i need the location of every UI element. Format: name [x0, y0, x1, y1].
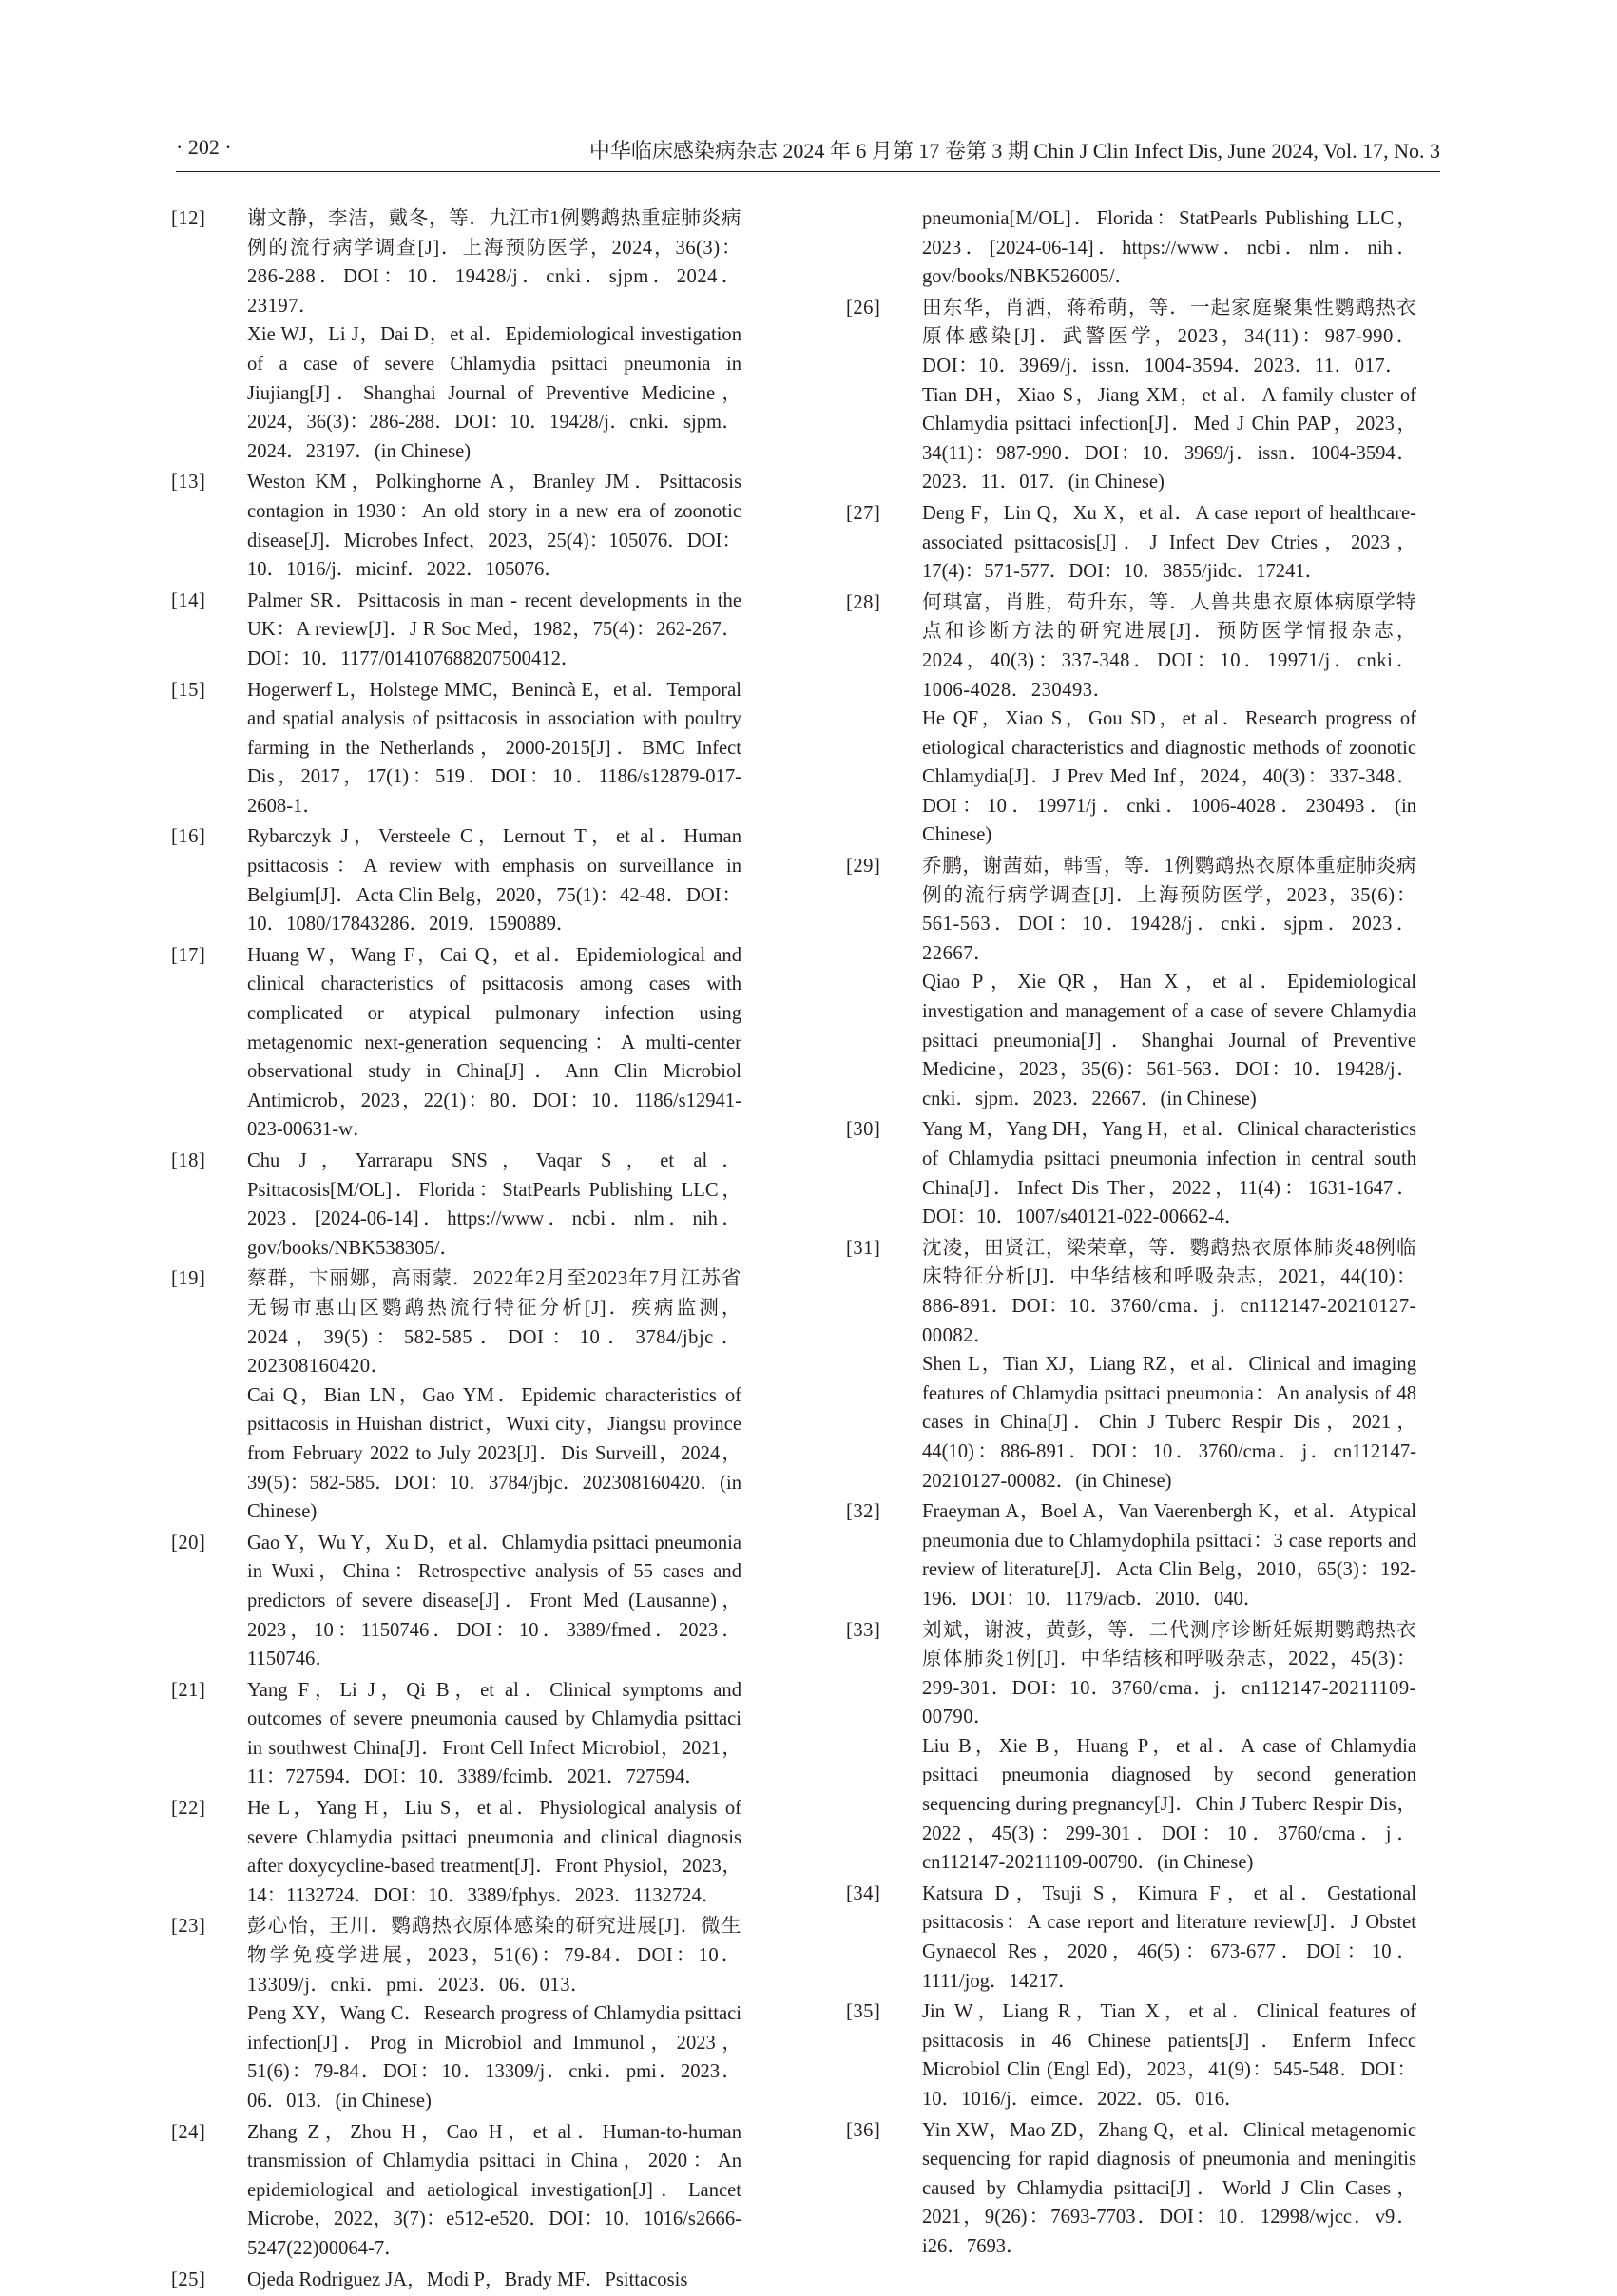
reference-number: [18] — [171, 1150, 206, 1171]
reference-item — [846, 294, 1416, 497]
reference-text-chinese: 谢文静，李洁，戴冬，等．九江市1例鹦鹉热重症肺炎病例的流行病学调查[J]．上海预防医学，2024，36(3)：286-288．DOI：10．19428/j．cnki．sjpm．2024．23197． — [247, 208, 741, 317]
reference-item — [846, 588, 1416, 850]
reference-text-english: Zhang Z，Zhou H，Cao H，et al．Human-to-human transmission of Chlamydia psittaci in China，2020：An epidemiological and aetiological investigation[J]．Lancet Microbe，2022，3(7)：e512-e520．DOI：10．1016/s2666-5247(22)00064-7． — [247, 2121, 741, 2259]
reference-item — [171, 1912, 741, 2115]
reference-number: [12] — [171, 208, 206, 229]
reference-text-chinese: 田东华，肖洒，蒋希萌，等．一起家庭聚集性鹦鹉热衣原体感染[J]．武警医学，2023，34(11)：987-990．DOI：10．3969/j．issn．1004-3594．2023．11．017． — [922, 297, 1416, 376]
reference-text-english: Liu B，Xie B，Huang P，et al．A case of Chlamydia psittaci pneumonia diagnosed by second generation sequencing during pregnancy[J]．Chin J Tuberc Respir Dis，2022，45(3)：299-301．DOI：10．3760/cma．j．cn112147-20211109-00790．(in Chinese) — [922, 1735, 1416, 1874]
reference-text-chinese: 乔鹏，谢茜茹，韩雪，等．1例鹦鹉热衣原体重症肺炎病例的流行病学调查[J]．上海预防医学，2023，35(6)：561-563．DOI：10．19428/j．cnki．sjpm．2023．22667． — [922, 856, 1416, 964]
reference-item — [846, 2116, 1416, 2262]
reference-text-english: Chu J，Yarrarapu SNS，Vaqar S，et al．Psittacosis[M/OL]．Florida：StatPearls Publishing LLC，2023．[2024-06-14]．https://www．ncbi．nlm．nih．gov/books/NBK538305/． — [247, 1150, 741, 1259]
reference-text-english: Fraeyman A，Boel A，Van Vaerenbergh K，et al．Atypical pneumonia due to Chlamydophila psittaci：3 case reports and review of literature[J]．Acta Clin Belg，2010，65(3)：192-196．DOI：10．1179/acb．2010．040． — [922, 1501, 1416, 1610]
reference-number: [33] — [846, 1619, 881, 1641]
reference-text-english: Deng F，Lin Q，Xu X，et al．A case report of healthcare-associated psittacosis[J]．J Infect Dev Ctries，2023，17(4)：571-577．DOI：10．3855/jidc．17241． — [922, 502, 1416, 583]
reference-number: [14] — [171, 589, 206, 611]
reference-text-english: Shen L，Tian XJ，Liang RZ，et al．Clinical and imaging features of Chlamydia psittaci pneumonia：An analysis of 48 cases in China[J]．Chin J Tuberc Respir Dis，2021，44(10)：886-891．DOI：10．3760/cma．j．cn112147-20210127-00082．(in Chinese) — [922, 1354, 1416, 1492]
reference-number: [17] — [171, 944, 206, 966]
reference-number: [32] — [846, 1501, 881, 1523]
reference-text-english: Tian DH，Xiao S，Jiang XM，et al．A family cluster of Chlamydia psittaci infection[J]．Med J Chin PAP，2023，34(11)：987-990．DOI：10．3969/j．issn．1004-3594．2023．11．017．(in Chinese) — [922, 384, 1416, 493]
reference-number: [21] — [171, 1679, 206, 1701]
reference-item — [171, 2266, 741, 2295]
reference-number: [34] — [846, 1882, 881, 1904]
reference-item — [846, 499, 1416, 587]
reference-number: [22] — [171, 1798, 206, 1820]
reference-item — [846, 1497, 1416, 1613]
reference-text-english: Peng XY，Wang C．Research progress of Chlamydia psittaci infection[J]．Prog in Microbiol and Immunol，2023，51(6)：79-84．DOI：10．13309/j．cnki．pmi．2023．06．013．(in Chinese) — [247, 2003, 741, 2112]
reference-number: [26] — [846, 297, 881, 318]
reference-item — [171, 1794, 741, 1910]
reference-number: [23] — [171, 1916, 206, 1938]
reference-text-chinese: 沈凌，田贤江，梁荣章，等．鹦鹉热衣原体肺炎48例临床特征分析[J]．中华结核和呼吸杂志，2021，44(10)：886-891．DOI：10．3760/cma．j．cn112147-20210127-00082． — [922, 1237, 1416, 1346]
reference-text-chinese: 蔡群，卞丽娜，高雨蒙．2022年2月至2023年7月江苏省无锡市惠山区鹦鹉热流行特征分析[J]．疾病监测，2024，39(5)：582-585．DOI：10．3784/jbjc．202308160420． — [247, 1268, 741, 1378]
reference-number: [31] — [846, 1237, 881, 1259]
reference-number: [13] — [171, 472, 206, 493]
reference-item — [846, 852, 1416, 1113]
reference-number: [35] — [846, 2001, 881, 2023]
reference-item — [171, 1264, 741, 1526]
reference-item — [846, 1616, 1416, 1878]
reference-text-english: Palmer SR．Psittacosis in man - recent developments in the UK：A review[J]．J R Soc Med，1982，75(4)：262-267．DOI：10．1177/014107688207500412． — [247, 589, 741, 669]
journal-running-title: 中华临床感染病杂志 2024 年 6 月第 17 卷第 3 期 Chin J Clin Infect Dis, June 2024, Vol. 17, No. 3 — [588, 139, 1440, 163]
reference-text-english: He QF，Xiao S，Gou SD，et al．Research progress of etiological characteristics and diagnostic methods of zoonotic Chlamydia[J]．J Prev Med Inf，2024，40(3)：337-348．DOI：10．19971/j．cnki．1006-4028．230493．(in Chinese) — [922, 708, 1416, 846]
reference-item — [171, 468, 741, 584]
reference-text-english: Xie WJ，Li J，Dai D，et al．Epidemiological investigation of a case of severe Chlamydia psittaci pneumonia in Jiujiang[J]．Shanghai Journal of Preventive Medicine，2024，36(3)：286-288．DOI：10．19428/j．cnki．sjpm．2024．23197．(in Chinese) — [247, 324, 741, 462]
reference-text-english: Weston KM，Polkinghorne A，Branley JM．Psittacosis contagion in 1930：An old story in a new era of zoonotic disease[J]．Microbes Infect，2023，25(4)：105076．DOI：10．1016/j．micinf．2022．105076． — [247, 472, 741, 581]
reference-item — [171, 1529, 741, 1674]
reference-text-english: Ojeda Rodriguez JA，Modi P，Brady MF．Psittacosis — [247, 2268, 688, 2290]
reference-number: [27] — [846, 502, 881, 524]
reference-item — [171, 1147, 741, 1263]
reference-text-english: Jin W，Liang R，Tian X，et al．Clinical features of psittacosis in 46 Chinese patients[J]．Enferm Infecc Microbiol Clin (Engl Ed)，2023，41(9)：545-548．DOI：10．1016/j．eimce．2022．05．016． — [922, 2001, 1416, 2110]
reference-number: [15] — [171, 679, 206, 701]
reference-text-english: Qiao P，Xie QR，Han X，et al．Epidemiological investigation and management of a case of severe Chlamydia psittaci pneumonia[J]．Shanghai Journal of Preventive Medicine，2023，35(6)：561-563．DOI：10．19428/j．cnki．sjpm．2023．22667．(in Chinese) — [922, 972, 1416, 1109]
reference-text-chinese: 刘斌，谢波，黄彭，等．二代测序诊断妊娠期鹦鹉热衣原体肺炎1例[J]．中华结核和呼吸杂志，2022，45(3)：299-301．DOI：10．3760/cma．j．cn112147-20211109-00790． — [922, 1619, 1416, 1728]
reference-item — [171, 587, 741, 674]
reference-continuation: pneumonia[M/OL]．Florida：StatPearls Publishing LLC，2023．[2024-06-14]．https://www．ncbi．nlm．nih．gov/books/NBK526005/． — [922, 208, 1416, 288]
reference-item — [171, 204, 741, 466]
reference-item — [171, 1676, 741, 1792]
reference-number: [24] — [171, 2121, 206, 2143]
reference-text-english: Huang W，Wang F，Cai Q，et al．Epidemiological and clinical characteristics of psittacosis among cases with complicated or atypical pulmonary infection using metagenomic next-generation sequencing：A multi-center observational study in China[J]．Ann Clin Microbiol Antimicrob，2023，22(1)：80．DOI：10．1186/s12941-023-00631-w． — [247, 944, 741, 1141]
reference-text-chinese: 何琪富，肖胜，苟升东，等．人兽共患衣原体病原学特点和诊断方法的研究进展[J]．预防医学情报杂志，2024，40(3)：337-348．DOI：10．19971/j．cnki．1006-4028．230493． — [922, 591, 1416, 701]
references-right-column — [846, 204, 1416, 2264]
reference-text-chinese: 彭心怡，王川．鹦鹉热衣原体感染的研究进展[J]．微生物学免疫学进展，2023，51(6)：79-84．DOI：10．13309/j．cnki．pmi．2023．06．013． — [247, 1916, 741, 1996]
page-number: · 202 · — [176, 135, 232, 159]
reference-text-english: Rybarczyk J，Versteele C，Lernout T，et al．Human psittacosis：A review with emphasis on surveillance in Belgium[J]．Acta Clin Belg，2020，75(1)：42-48．DOI：10．1080/17843286．2019．1590889． — [247, 826, 741, 936]
reference-number: [25] — [171, 2268, 206, 2290]
reference-text-english: He L，Yang H，Liu S，et al．Physiological analysis of severe Chlamydia psittaci pneumonia and clinical diagnosis after doxycycline-based treatment[J]．Front Physiol，2023，14：1132724．DOI：10．3389/fphys．2023．1132724． — [247, 1798, 741, 1906]
reference-number: [29] — [846, 856, 881, 878]
reference-text-english: Katsura D，Tsuji S，Kimura F，et al．Gestational psittacosis：A case report and literature review[J]．J Obstet Gynaecol Res，2020，46(5)：673-677．DOI：10．1111/jog．14217． — [922, 1882, 1416, 1992]
reference-text-english: Cai Q，Bian LN，Gao YM．Epidemic characteristics of psittacosis in Huishan district，Wuxi city，Jiangsu province from February 2022 to July 2023[J]．Dis Surveill，2024，39(5)：582-585．DOI：10．3784/jbjc．202308160420．(in Chinese) — [247, 1384, 741, 1523]
reference-item — [171, 822, 741, 938]
references-left-column — [171, 204, 741, 2296]
reference-number: [20] — [171, 1532, 206, 1553]
reference-item — [171, 2118, 741, 2264]
reference-item — [846, 1234, 1416, 1495]
page-header — [176, 133, 1440, 172]
reference-number: [16] — [171, 826, 206, 848]
reference-text-english: Gao Y，Wu Y，Xu D，et al．Chlamydia psittaci pneumonia in Wuxi，China：Retrospective analysis of 55 cases and predictors of severe disease[J]．Front Med (Lausanne)，2023，10：1150746．DOI：10．3389/fmed．2023．1150746． — [247, 1532, 741, 1670]
reference-item — [171, 676, 741, 821]
reference-text-english: Yang F，Li J，Qi B，et al．Clinical symptoms and outcomes of severe pneumonia caused by Chlamydia psittaci in southwest China[J]．Front Cell Infect Microbiol，2021，11：727594．DOI：10．3389/fcimb．2021．727594． — [247, 1679, 741, 1788]
reference-item — [846, 1880, 1416, 1996]
reference-text-english: Hogerwerf L，Holstege MMC，Benincà E，et al．Temporal and spatial analysis of psittacosis in association with poultry farming in the Netherlands，2000-2015[J]．BMC Infect Dis，2017，17(1)：519．DOI：10．1186/s12879-017-2608-1． — [247, 679, 741, 817]
reference-number: [30] — [846, 1119, 881, 1141]
reference-item — [846, 1997, 1416, 2113]
reference-text-english: Yin XW，Mao ZD，Zhang Q，et al．Clinical metagenomic sequencing for rapid diagnosis of pneumonia and meningitis caused by Chlamydia psittaci[J]．World J Clin Cases，2021，9(26)：7693-7703．DOI：10．12998/wjcc．v9．i26．7693． — [922, 2119, 1416, 2257]
reference-item — [846, 1115, 1416, 1231]
reference-number: [36] — [846, 2119, 881, 2141]
reference-text-english: Yang M，Yang DH，Yang H，et al．Clinical characteristics of Chlamydia psittaci pneumonia infection in central south China[J]．Infect Dis Ther，2022，11(4)：1631-1647．DOI：10．1007/s40121-022-00662-4． — [922, 1119, 1416, 1228]
reference-item — [171, 941, 741, 1145]
reference-number: [28] — [846, 591, 881, 613]
reference-number: [19] — [171, 1268, 206, 1290]
